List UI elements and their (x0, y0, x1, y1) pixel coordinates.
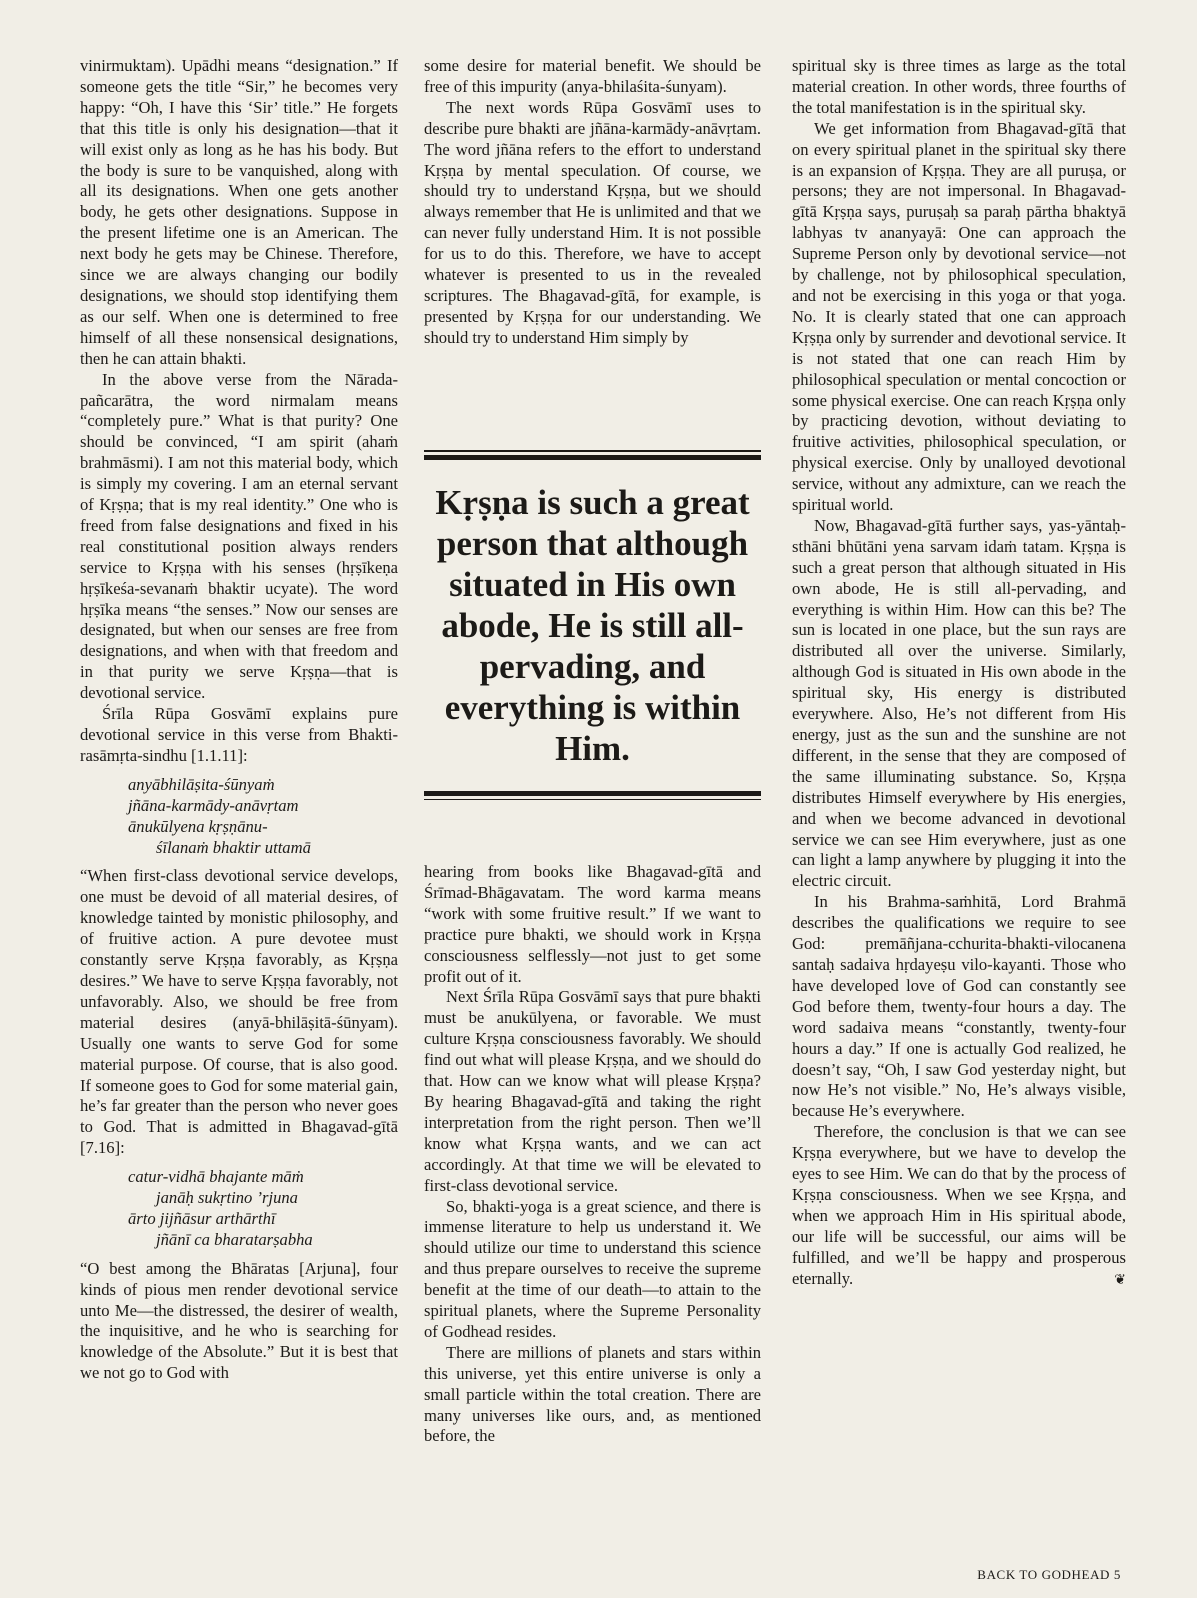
paragraph: There are millions of planets and stars within this universe, yet this entire universe is only a small particle within the total creation. There are many universes like ours, and, as mentioned before, the (424, 1342, 761, 1446)
paragraph-text: Therefore, the conclusion is that we can see Kṛṣṇa everywhere, but we have to develop the eyes to see Him. We can do that by the process of Kṛṣṇa consciousness. When we see Kṛṣṇa, and when we approach Him in His spiritual abode, our life will be successful, our aims will be fulfilled, and we’ll be happy and prosperous eternally. (792, 1122, 1126, 1288)
pull-quote-rule-bottom (424, 791, 761, 796)
paragraph (792, 1122, 1126, 1289)
column-2-top (424, 56, 761, 349)
paragraph: So, bhakti-yoga is a great science, and there is immense literature to help us understand it. We should utilize our time to understand this science and thus prepare ourselves to receive the supreme benefit at the time of our death—to attain to the spiritual planets, where the Supreme Personality of Godhead resides. (424, 1196, 761, 1341)
verse-line: ārto jijñāsur arthārthī (128, 1208, 276, 1228)
verse-line: anyābhilāṣita-śūnyaṁ (128, 774, 275, 794)
paragraph: Now, Bhagavad-gītā further says, yas-yāntaḥ-sthāni bhūtāni yena sarvam idaṁ tatam. Kṛṣṇa is such a great person that although situated in His own abode, He is still all-pervading, and everything is within Him. How can this be? The sun is located in one place, but the sun rays are distributed all over the universe. Similarly, although God is situated in His own abode in the spiritual sky, His energy is distributed everywhere. Also, He’s not different from His energy, just as the sun and the sunshine are not different, in the sense that they are composed of the same illuminating substance. So, Kṛṣṇa distributes Himself everywhere by His energies, and when we become advanced in devotional service we can see Him everywhere, just as one can light a lamp anywhere by plugging it into the electric circuit. (792, 515, 1126, 891)
paragraph: We get information from Bhagavad-gītā that on every spiritual planet in the spiritual sky there is an expansion of Kṛṣṇa. They are all puruṣa, or persons; they are not impersonal. In Bhagavad-gītā Kṛṣṇa says, puruṣaḥ sa paraḥ pārtha bhaktyā labhyas tv ananyayā: One can approach the Supreme Person only by devotional service—not by challenge, not by philosophical speculation, and not be exercising in this yoga or that yoga. No. It is clearly stated that one can approach Kṛṣṇa only by surrender and devotional service. It is not stated that one can reach Him by philosophical speculation or mental concoction or some physical exercise. One can reach Kṛṣṇa only by practicing devotion, without deviating to fruitive activities, philosophical speculation, or physical exercise. Only by unalloyed devotional service, without any admixture, can we reach the spiritual world. (792, 118, 1126, 515)
paragraph: Next Śrīla Rūpa Gosvāmī says that pure bhakti must be anukūlyena, or favorable. We must culture Kṛṣṇa consciousness favorably. We should find out what will please Kṛṣṇa, and we should do that. How can we know what will please Kṛṣṇa? By hearing Bhagavad-gītā and taking the right interpretation from the right person. Then we’ll know what Kṛṣṇa wants, and we can act accordingly. At that time we will be elevated to first-class devotional service. (424, 987, 761, 1195)
pull-quote-rule-top-thin (424, 450, 761, 452)
page-footer: BACK TO GODHEAD 5 (977, 1567, 1121, 1582)
paragraph: In his Brahma-saṁhitā, Lord Brahmā describes the qualifications we require to see God: premāñjana-cchurita-bhakti-vilocanena santaḥ sadaiva hṛdayeṣu vilo-kayanti. Those who have developed love of God can constantly see God before them, twenty-four hours a day. The word sadaiva means “constantly, twenty-four hours a day.” If one is actually God realized, he doesn’t say, “Oh, I saw God yesterday night, but now He’s not visible.” No, He’s always visible, because He’s everywhere. (792, 892, 1126, 1121)
verse-line: catur-vidhā bhajante māṁ (128, 1167, 304, 1187)
paragraph: The next words Rūpa Gosvāmī uses to describe pure bhakti are jñāna-karmādy-anāvṛtam. The word jñāna refers to the effort to understand Kṛṣṇa by mental speculation. Of course, we should try to understand Kṛṣṇa, but we should always remember that He is unlimited and that we can never fully understand Him. It is not possible for us to do this. Therefore, we have to accept whatever is presented to us in the revealed scriptures. The Bhagavad-gītā, for example, is presented by Kṛṣṇa for our understanding. We should try to understand Him simply by (424, 97, 761, 347)
column-3 (792, 56, 1126, 1291)
paragraph: vinirmuktam). Upādhi means “designation.” If someone gets the title “Sir,” he becomes very happy: “Oh, I have this ‘Sir’ title.” He forgets that this title is only his designation—that it will exist only as long as he has his body. But the body is sure to be vanquished, along with all its designations. When one gets another body, he gets other designations. Suppose in the present lifetime one is an American. The next body he gets may be Chinese. Therefore, since we are always changing our bodily designations, we should stop identifying them as our self. When one is determined to free himself of all these nonsensical designations, then he can attain bhakti. (80, 56, 398, 368)
verse-line: śīlanaṁ bhaktir uttamā (156, 837, 311, 857)
verse-line: janāḥ sukṛtino ’rjuna (156, 1188, 298, 1208)
lotus-end-mark-icon: ❦ (1114, 1272, 1126, 1288)
paragraph: In the above verse from the Nārada-pañcarātra, the word nirmalam means “completely pure.” What is that purity? One should be convinced, “I am spirit (ahaṁ brahmāsmi). I am not this material body, which is simply my covering. I am an eternal servant of Kṛṣṇa; that is my real identity.” One who is freed from false designations and fixed in his real constitutional position always renders service to Kṛṣṇa with his senses (hṛṣīkeṇa hṛṣīkeśa-sevanaṁ bhaktir ucyate). The word hṛṣīka means “the senses.” Now our senses are designated, but when our senses are free from designations, and when with that freedom and in that purity we serve Kṛṣṇa—that is devotional service. (80, 369, 398, 703)
pull-quote (424, 450, 761, 800)
column-2-bottom (424, 862, 761, 1447)
verse-2 (128, 1167, 398, 1251)
pull-quote-rule-bottom-thin (424, 799, 761, 801)
pull-quote-text: Kṛṣṇa is such a great person that although situated in His own abode, He is still all-pervading, and everything is within Him. (435, 482, 750, 768)
paragraph: Śrīla Rūpa Gosvāmī explains pure devotional service in this verse from Bhakti-rasāmṛta-sindhu [1.1.11]: (80, 704, 398, 765)
column-1 (80, 56, 398, 1384)
paragraph: some desire for material benefit. We should be free of this impurity (anya-bhilaśita-śunyam). (424, 56, 761, 96)
paragraph: “When first-class devotional service develops, one must be devoid of all material desires, of knowledge tainted by monistic philosophy, and of fruitive action. A pure devotee must constantly serve Kṛṣṇa favorably, as Kṛṣṇa desires.” We have to serve Kṛṣṇa favorably, not unfavorably. Also, we should be free from material desires (anyā-bhilāṣitā-śūnyam). Usually one wants to serve God for some material purpose. Of course, that is also good. If someone goes to God for some material gain, he’s far greater than the person who never goes to God. That is admitted in Bhagavad-gītā [7.16]: (80, 866, 398, 1158)
paragraph: spiritual sky is three times as large as the total material creation. In other words, three fourths of the total manifestation is in the spiritual sky. (792, 56, 1126, 117)
verse-line: jñānī ca bharatarṣabha (156, 1229, 313, 1249)
paragraph: hearing from books like Bhagavad-gītā and Śrīmad-Bhāgavatam. The word karma means “work with some fruitive result.” If we want to practice pure bhakti, we should work in Kṛṣṇa consciousness selflessly—not just to get some profit out of it. (424, 862, 761, 986)
paragraph: “O best among the Bhāratas [Arjuna], four kinds of pious men render devotional service unto Me—the distressed, the desirer of wealth, the inquisitive, and he who is searching for knowledge of the Absolute.” But it is best that we not go to God with (80, 1258, 398, 1383)
verse-line: ānukūlyena kṛṣṇānu- (128, 816, 268, 836)
verse-1 (128, 775, 398, 859)
verse-line: jñāna-karmādy-anāvṛtam (128, 795, 299, 815)
